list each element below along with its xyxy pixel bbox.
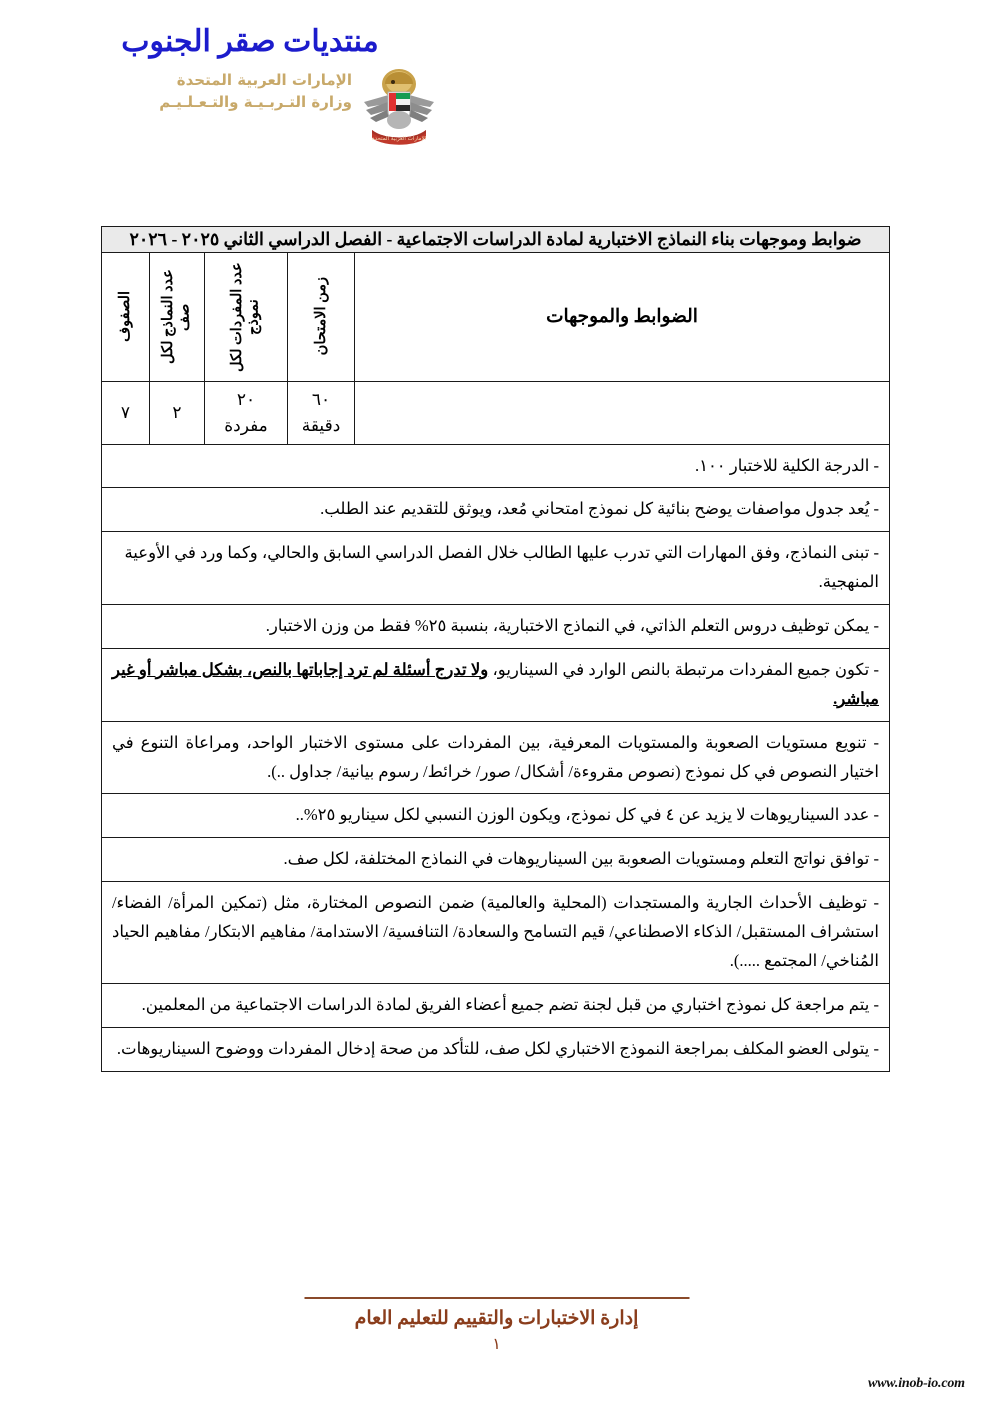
header-models-per-class-cell — [150, 252, 205, 381]
guideline-row — [101, 648, 889, 721]
header-classes: الصفوف — [117, 291, 134, 342]
value-items-number: ٢٠ — [236, 390, 256, 409]
ministry-logo-text — [159, 70, 352, 114]
guideline-text — [283, 849, 879, 868]
guideline-row — [101, 983, 889, 1027]
guideline-cell-6 — [101, 721, 889, 794]
guideline-bullet: - — [869, 994, 879, 1014]
guideline-row — [101, 1027, 889, 1071]
guideline-bullet: - — [869, 805, 879, 825]
header-items-per-model: عدد المفردات لكل نموذج — [229, 261, 262, 372]
header-items-per-model-cell — [205, 252, 288, 381]
site-url-watermark: www.inob-io.com — [868, 1376, 965, 1391]
ministry-logo-block — [120, 62, 440, 147]
ministry-country-name: الإمارات العربية المتحدة — [176, 71, 352, 89]
guideline-text — [142, 995, 879, 1014]
guideline-text — [320, 499, 879, 518]
value-classes-cell: ٧ — [101, 381, 149, 444]
guideline-cell-5 — [101, 648, 889, 721]
guideline-bullet: - — [869, 1038, 879, 1058]
guideline-bullet: - — [869, 616, 879, 635]
value-exam-time-number: ٦٠ — [311, 390, 331, 409]
guideline-row — [101, 532, 889, 605]
ministry-name: وزارة التـربـيـة والتـعـلـيـم — [159, 92, 352, 111]
footer-page-number: ١ — [492, 1336, 501, 1353]
values-spacer-cell — [355, 381, 890, 444]
value-models-cell: ٢ — [150, 381, 205, 444]
guideline-cell-11 — [101, 1027, 889, 1071]
guideline-bullet: - — [869, 659, 879, 679]
guideline-row — [101, 721, 889, 794]
value-items-unit: مفردة — [224, 415, 268, 435]
guideline-cell-2 — [101, 488, 889, 532]
header-exam-time-cell — [288, 252, 355, 381]
table-title: ضوابط وموجهات بناء النماذج الاختبارية لمادة الدراسات الاجتماعية - الفصل الدراسي الثاني ٢٠٢٥ - ٢٠٢٦ — [101, 227, 889, 253]
guideline-cell-8 — [101, 838, 889, 882]
guideline-row — [101, 882, 889, 984]
guideline-text-plain: يُعد جدول مواصفات يوضح بنائية كل نموذج امتحاني مُعد، ويوثق للتقديم عند الطلب. — [320, 499, 870, 519]
guideline-text-emphasis: ولا تدرج أسئلة لم ترد إجاباتها بالنص، بشكل مباشر أو غير مباشر. — [111, 659, 879, 708]
guideline-text — [695, 456, 879, 475]
table-header-row — [101, 252, 889, 381]
guideline-cell-1 — [101, 444, 889, 488]
guideline-text — [112, 733, 879, 781]
guideline-text-plain: عدد السيناريوهات لا يزيد عن ٤ في كل نموذج، ويكون الوزن النسبي لكل سيناريو ٢٥%.. — [295, 805, 870, 825]
guideline-text — [117, 1039, 879, 1058]
guideline-bullet: - — [869, 543, 879, 563]
guideline-text-plain: توافق نواتج التعلم ومستويات الصعوبة بين السيناريوهات في النماذج المختلفة، لكل صف. — [283, 849, 870, 869]
guideline-row — [101, 838, 889, 882]
header-classes-cell — [101, 252, 149, 381]
guideline-text-plain: يتولى العضو المكلف بمراجعة النموذج الاختباري لكل صف، للتأكد من صحة إدخال المفردات ووضوح السيناريوهات. — [116, 1038, 870, 1058]
guideline-cell-3 — [101, 532, 889, 605]
guideline-text — [124, 543, 879, 591]
header-guidelines: الضوابط والموجهات — [355, 252, 890, 381]
guideline-text — [112, 660, 879, 708]
guideline-bullet: - — [866, 732, 879, 752]
guideline-cell-10 — [101, 983, 889, 1027]
guideline-text-plain: تبنى النماذج، وفق المهارات التي تدرب عليها الطالب خلال الفصل الدراسي السابق والحالي، وكما ورد في الأوعية المنهجية. — [124, 543, 879, 592]
guideline-cell-9 — [101, 882, 889, 984]
value-exam-time-unit: دقيقة — [301, 415, 341, 435]
value-items-cell — [205, 381, 288, 444]
guideline-row — [101, 794, 889, 838]
guideline-bullet: - — [869, 455, 879, 475]
guideline-text-plain: يمكن توظيف دروس التعلم الذاتي، في النماذج الاختبارية، بنسبة ٢٥% فقط من وزن الاختبار. — [265, 616, 870, 635]
footer-department: إدارة الاختبارات والتقييم للتعليم العام — [354, 1308, 639, 1329]
guideline-cell-4 — [101, 605, 889, 649]
footer-divider — [304, 1297, 689, 1299]
guidelines-table — [101, 226, 890, 1072]
guideline-cell-7 — [101, 794, 889, 838]
value-exam-time-cell — [288, 381, 355, 444]
guideline-text-plain: الدرجة الكلية للاختبار ١٠٠. — [694, 455, 870, 475]
guideline-row — [101, 488, 889, 532]
guideline-text-plain: تكون جميع المفردات مرتبطة بالنص الوارد في السيناريو، — [488, 659, 870, 679]
table-title-row — [101, 227, 889, 253]
guideline-text-plain: يتم مراجعة كل نموذج اختباري من قبل لجنة تضم جميع أعضاء الفريق لمادة الدراسات الاجتماعية من المعلمين. — [141, 994, 870, 1014]
guideline-text — [112, 893, 879, 970]
guideline-row — [101, 605, 889, 649]
guideline-text — [296, 805, 879, 824]
header-exam-time: زمن الامتحان — [312, 277, 329, 356]
guideline-text-plain: توظيف الأحداث الجارية والمستجدات (المحلية والعالمية) ضمن النصوص المختارة، مثل (تمكين المرأة/ الفضاء/ استشراف المستقبل/ الذكاء الاصطناعي/ قيم التسامح والسعادة/ التنافسية/ الاستدامة/ مفاهيم الابتكار/ مفاهيم الحياد المُناخي/ المجتمع .....). — [111, 893, 879, 970]
forum-banner-watermark: منتديات صقر الجنوب — [121, 25, 379, 58]
uae-falcon-emblem-icon — [358, 62, 440, 147]
table-values-row — [101, 381, 889, 444]
guideline-bullet: - — [869, 499, 879, 519]
header-models-per-class: عدد النماذج لكل صف — [160, 269, 193, 364]
guideline-bullet: - — [866, 893, 879, 913]
guideline-bullet: - — [869, 849, 879, 869]
guideline-text — [266, 616, 879, 635]
svg-text:الإمارات العربية المتحدة: الإمارات العربية المتحدة — [371, 136, 427, 142]
guideline-row — [101, 444, 889, 488]
guideline-text-plain: تنويع مستويات الصعوبة والمستويات المعرفية، بين المفردات على مستوى الاختبار الواحد، ومراعاة التنوع في اختيار النصوص في كل نموذج (نصوص مقروءة/ أشكال/ صور/ خرائط/ رسوم بيانية/ جداول ..). — [111, 732, 879, 781]
